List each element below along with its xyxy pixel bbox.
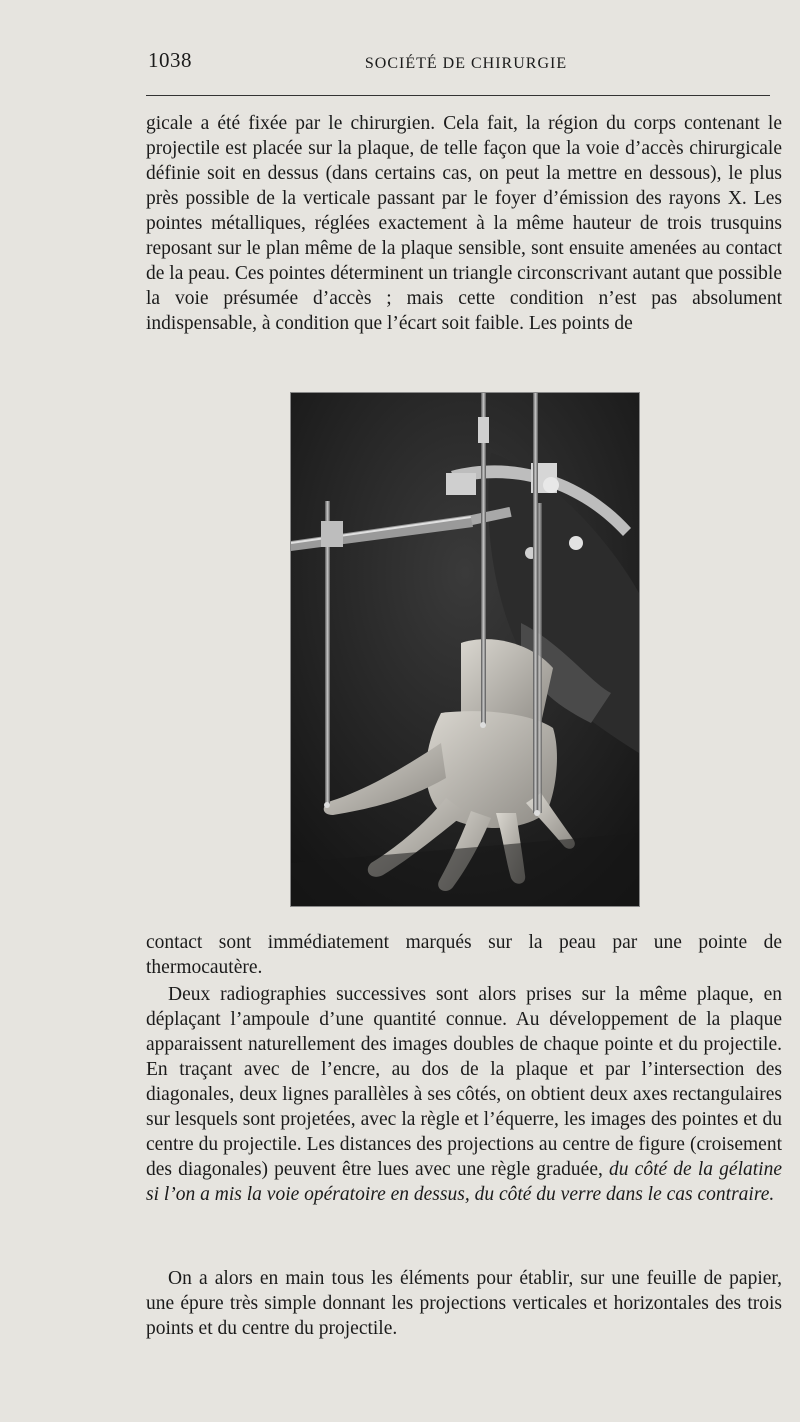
body-paragraph [146, 982, 782, 1207]
italic-text: du côté de la gélatine si l’on a mis la voie opératoire en dessus, du côté du verre dans le cas contraire. [146, 1159, 782, 1205]
running-head: SOCIÉTÉ DE CHIRURGIE [364, 55, 568, 72]
body-paragraph: gicale a été fixée par le chirurgien. Cela fait, la région du corps contenant le projectile est placée sur la plaque, de telle façon que la voie d’accès chirurgicale définie soit en dessus (dans certains cas, on peut la mettre en dessous), le plus près possible de la verticale passant par le foyer d’émission des rayons X. Les pointes métalliques, réglées exactement à la même hauteur de trois trusquins reposant sur le plan même de la plaque sensible, sont ensuite amenées au contact de la peau. Ces pointes déterminent un triangle circonscrivant autant que possible la voie présumée d’accès ; mais cette condition n’est pas absolument indispensable, à condition que l’écart soit faible. Les points de [146, 113, 782, 334]
body-paragraph: contact sont immédiatement marqués sur la peau par une pointe de thermocautère. [146, 932, 782, 978]
page-number: 1038 [148, 48, 192, 72]
header-rule [146, 95, 770, 96]
body-paragraph: On a alors en main tous les éléments pour établir, sur une feuille de papier, une épure très simple donnant les projections verticales et horizontales des trois points et du centre du projectile. [146, 1268, 782, 1339]
photograph-figure [291, 393, 639, 906]
paragraph-text: Deux radiographies successives sont alors prises sur la même plaque, en déplaçant l’ampoule d’une quantité connue. Au développement de la plaque apparaissent naturellement des images doubles de chaque pointe et du projectile. En traçant avec de l’encre, au dos de la plaque et par l’intersection des diagonales, deux lignes parallèles à ses côtés, on obtient deux axes rectangulaires sur lesquels sont projetées, avec la règle et l’équerre, les images des pointes et du centre du projectile. Les distances des projections au centre de figure (croisement des diagonales) peuvent être lues avec une règle graduée, [146, 984, 782, 1180]
